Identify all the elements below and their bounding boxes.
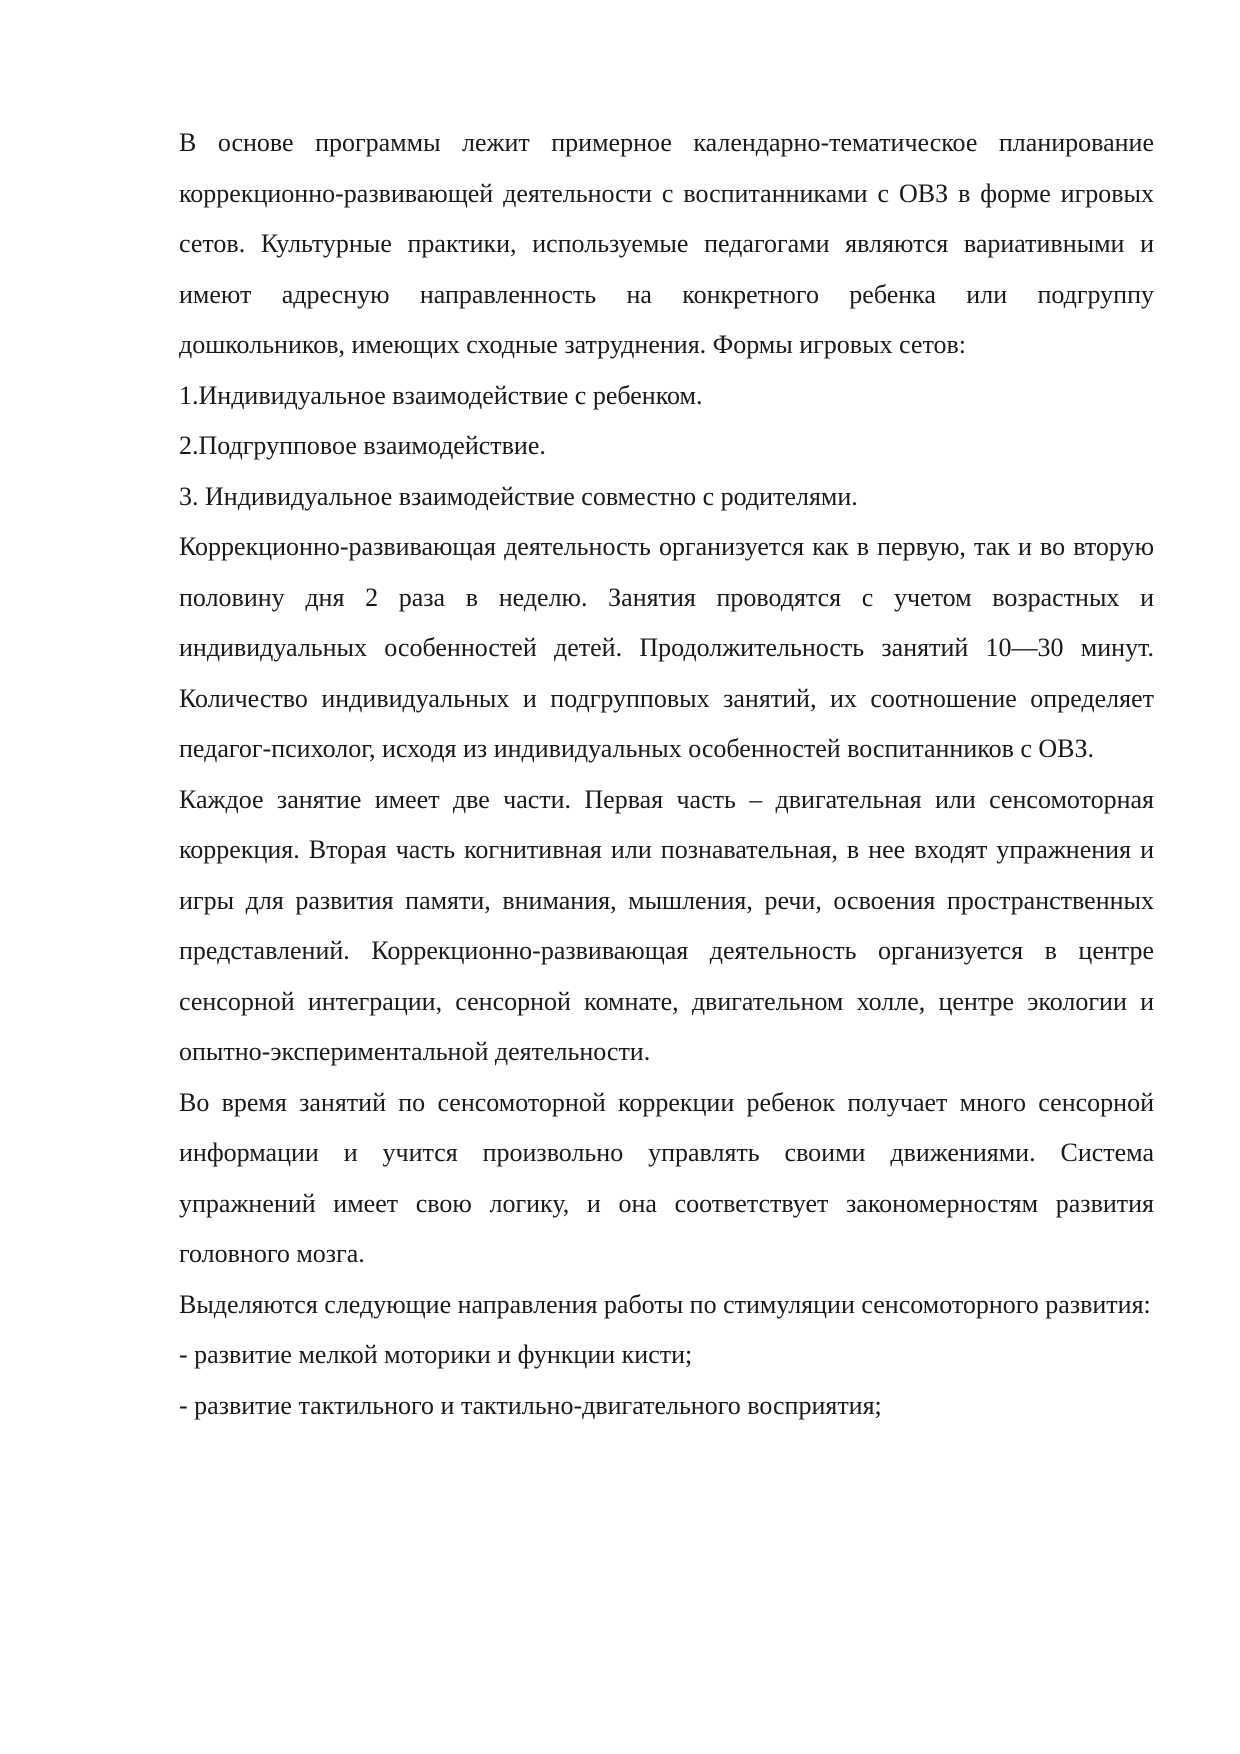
paragraph-organization: Коррекционно-развивающая деятельность организуется как в первую, так и во вторую половину дня 2 раза в неделю. Занятия проводятся с учетом возрастных и индивидуальных особенностей детей. Продолжительность занятий 10—30 минут. Количество индивидуальных и подгрупповых занятий, их соотношение определяет педагог-психолог, исходя из индивидуальных особенностей воспитанников с ОВЗ. <box>179 532 1154 763</box>
paragraph-directions: Выделяются следующие направления работы по стимуляции сенсомоторного развития: <box>179 1289 1151 1319</box>
document-body <box>179 118 1154 1431</box>
paragraph-lesson-parts: Каждое занятие имеет две части. Первая часть – двигательная или сенсомоторная коррекция. Вторая часть когнитивная или познавательная, в нее входят упражнения и игры для развития памяти, внимания, мышления, речи, освоения пространственных представлений. Коррекционно-развивающая деятельность организуется в центре сенсорной интеграции, сенсорной комнате, двигательном холле, центре экологии и опытно-экспериментальной деятельности. <box>179 784 1154 1066</box>
paragraph-sensorimotor: Во время занятий по сенсомоторной коррекции ребенок получает много сенсорной информации и учится произвольно управлять своими движениями. Система упражнений имеет свою логику, и она соответствует закономерностям развития головного мозга. <box>179 1087 1154 1268</box>
paragraph-program-basis: В основе программы лежит примерное календарно-тематическое планирование коррекционно-развивающей деятельности с воспитанниками с ОВЗ в форме игровых сетов. Культурные практики, используемые педагогами являются вариативными и имеют адресную направленность на конкретного ребенка или подгруппу дошкольников, имеющих сходные затруднения. Формы игровых сетов: <box>179 128 1154 359</box>
list-item-individual: 1.Индивидуальное взаимодействие с ребенком. <box>179 380 703 410</box>
list-item-subgroup: 2.Подгрупповое взаимодействие. <box>179 431 546 460</box>
list-item-fine-motor: - развитие мелкой моторики и функции кисти; <box>179 1340 693 1369</box>
list-item-with-parents: 3. Индивидуальное взаимодействие совместно с родителями. <box>179 481 858 511</box>
list-item-tactile: - развитие тактильного и тактильно-двигательного восприятия; <box>179 1390 882 1420</box>
